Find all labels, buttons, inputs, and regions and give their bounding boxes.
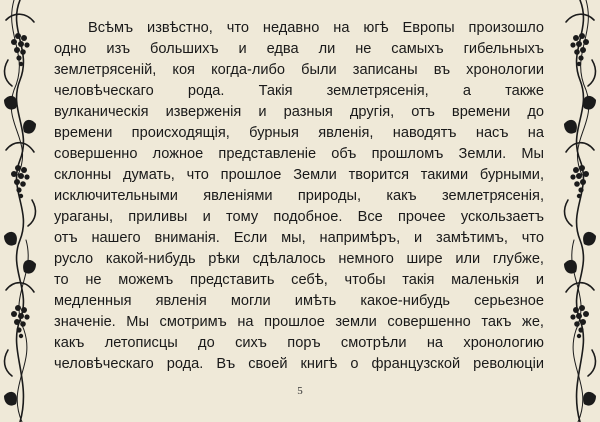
text-line: медленныя явленія могли имѣть какое-нибудь серьезное — [54, 293, 544, 309]
text-line: Всѣмъ извѣстно, что недавно на югѣ Европы произошло — [88, 20, 544, 36]
text-line: склонны думать, что прошлое Земли творится такими бурными, — [54, 167, 544, 183]
text-line: совершенно ложное представленіе объ прошломъ Земли. Мы — [54, 146, 544, 162]
text-line: исключительными явленіями природы, какъ землетрясенія, — [54, 188, 544, 204]
text-line: одно изъ большихъ и едва ли не самыхъ гибельныхъ — [54, 41, 544, 57]
text-line: отъ нашего вниманія. Если мы, напримѣръ, и замѣтимъ, что — [54, 230, 544, 246]
text-line: человѣческаго рода. Такія землетрясенія, а также — [54, 83, 544, 99]
text-line: ураганы, приливы и тому подобное. Все прочее ускользаетъ — [54, 209, 544, 225]
text-line — [54, 375, 544, 376]
text-line: русло какой-нибудь рѣки сдѣлалось немного шире или глубже, — [54, 251, 544, 267]
text-line: то не можемъ представить себѣ, чтобы такія маленькія и — [54, 272, 544, 288]
left-ornament-border-icon — [0, 0, 40, 422]
text-line: времени происходящія, бурныя явленія, наводятъ насъ на — [54, 125, 544, 141]
text-line: вулканическія изверженія и разныя другія, отъ времени до — [54, 104, 544, 120]
text-line: человѣческаго рода. Въ своей книгѣ о французской революціи — [54, 356, 544, 372]
text-line: какъ летописцы до сихъ поръ смотрѣли на хронологию — [54, 335, 544, 351]
body-text — [54, 18, 544, 376]
text-line: землетрясеній, коя когда-либо были записаны въ хронологии — [54, 62, 544, 78]
text-line: значеніе. Мы смотримъ на прошлое земли совершенно такъ же, — [54, 314, 544, 330]
right-ornament-border-icon — [560, 0, 600, 422]
page-number: 5 — [297, 385, 303, 397]
